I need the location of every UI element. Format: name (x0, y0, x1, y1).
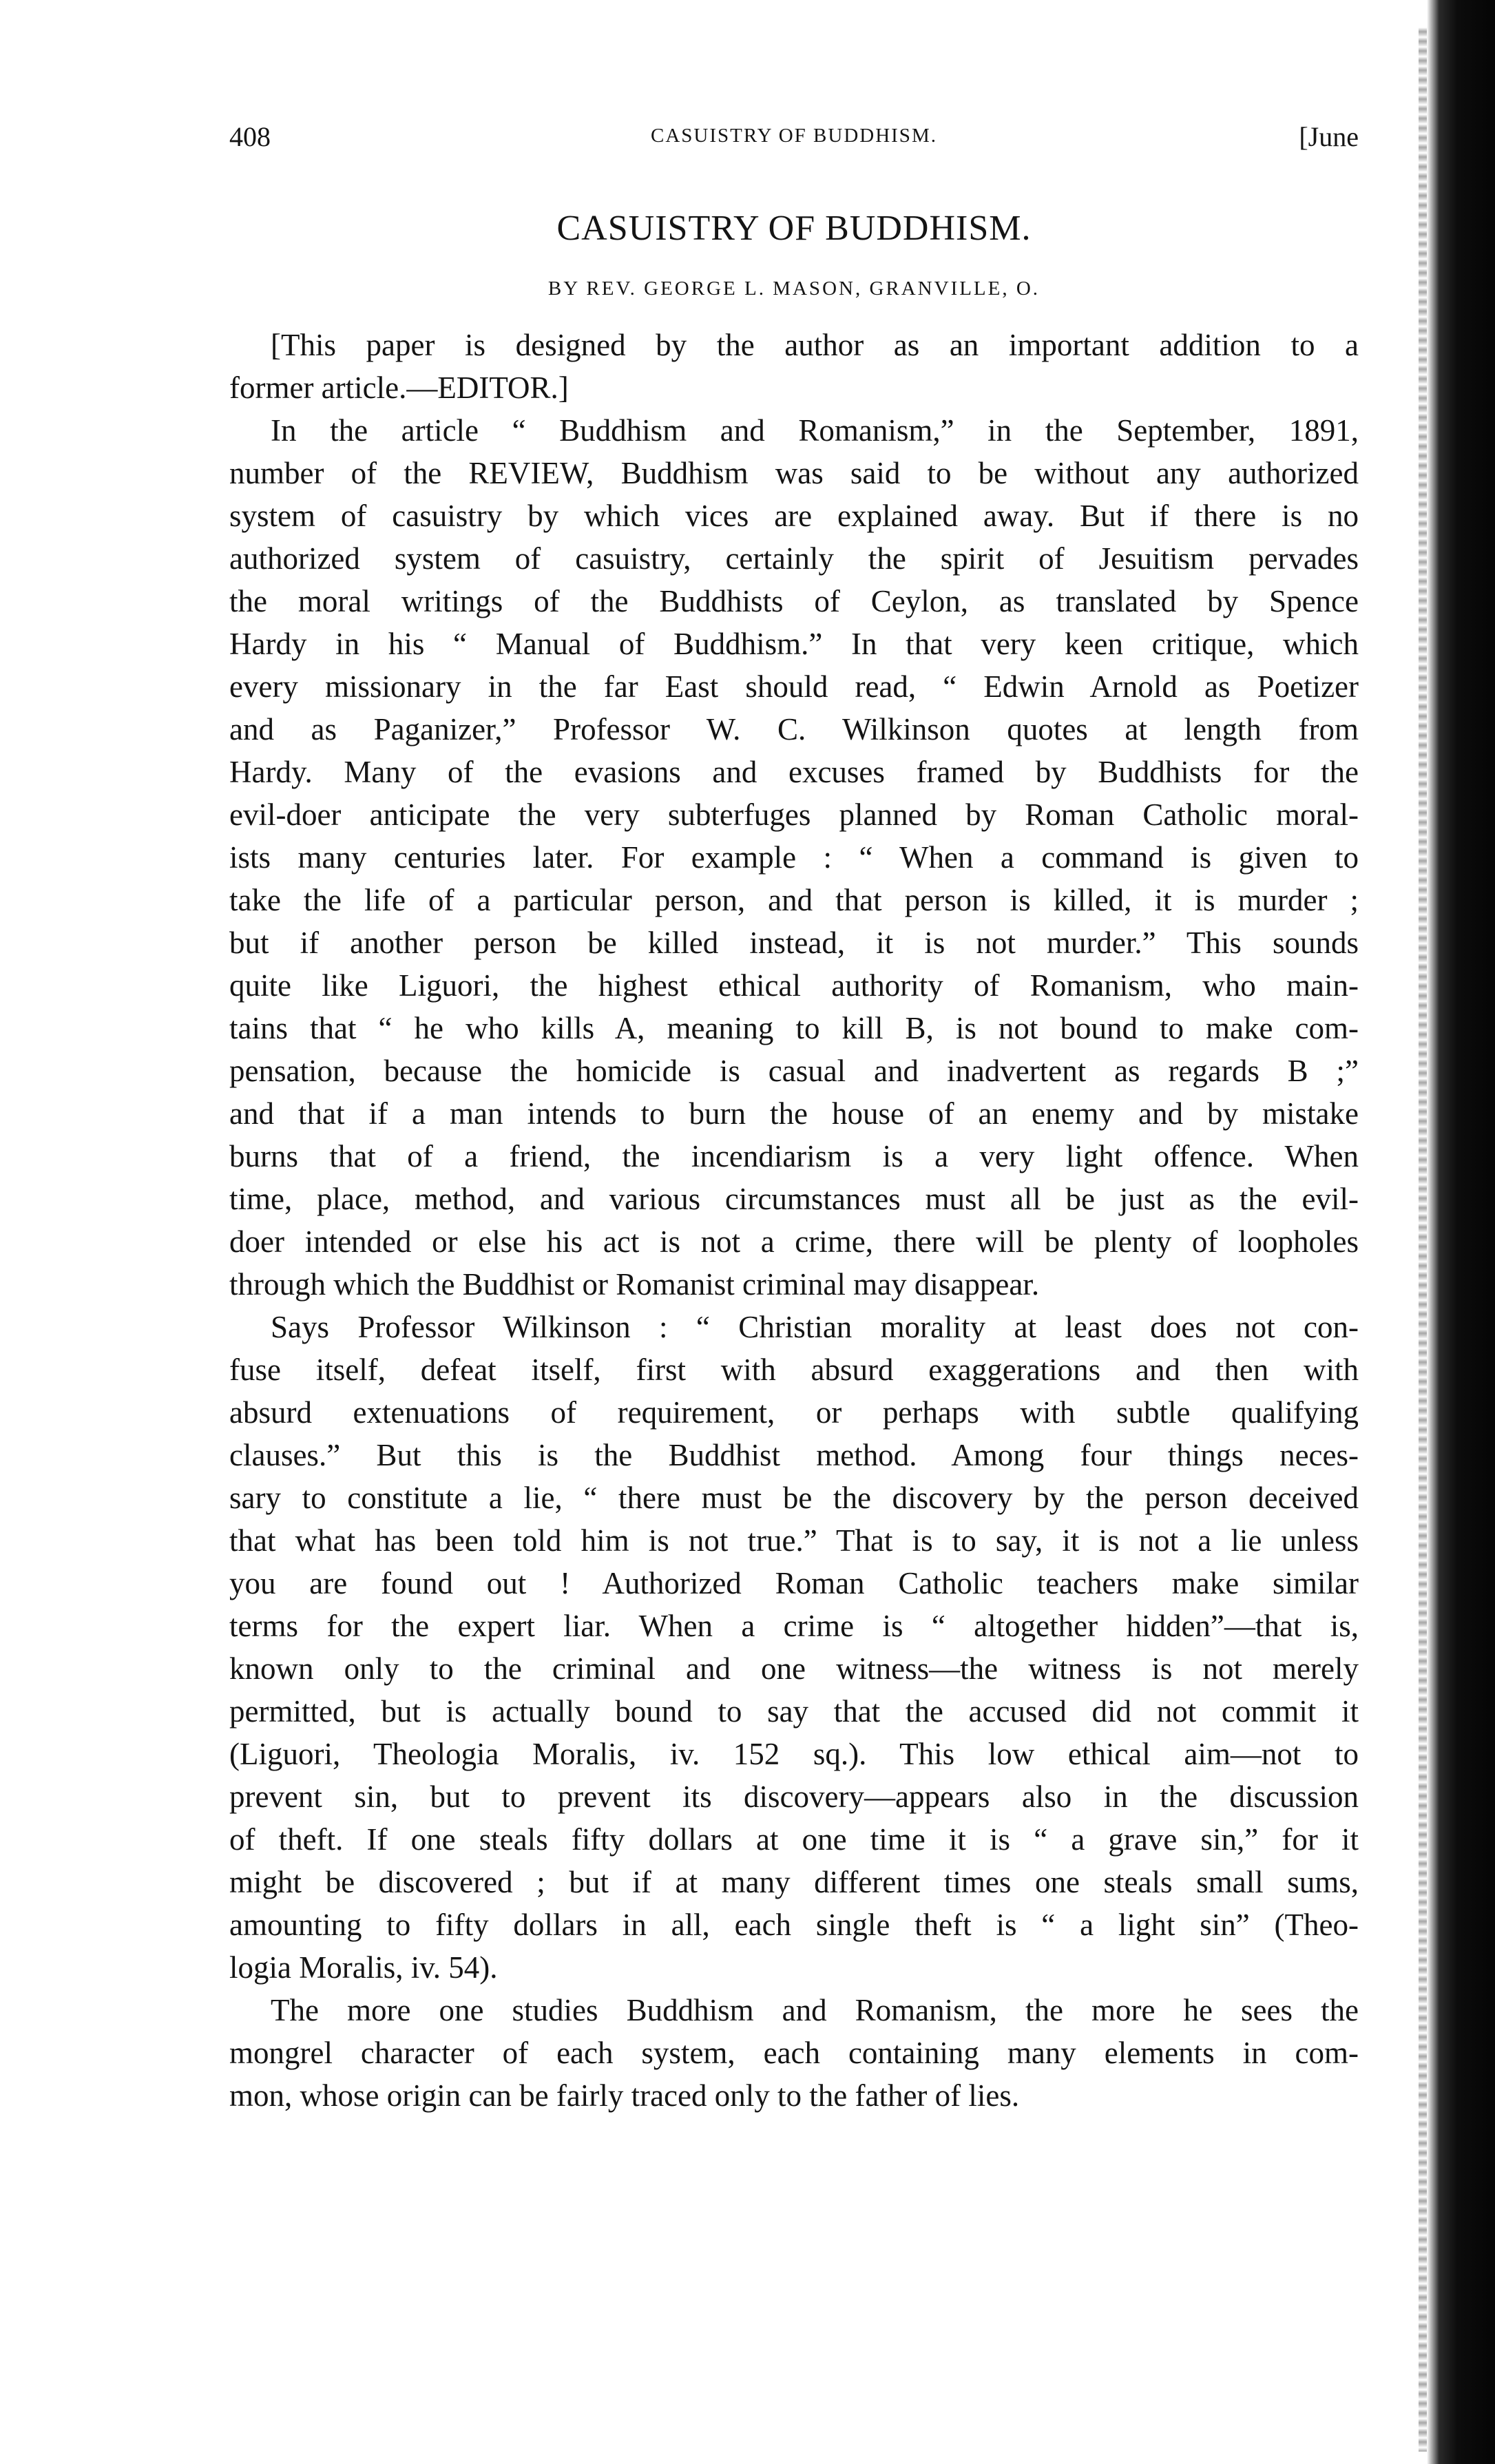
text-line: ists many centuries later. For example : “ When a command is given to (229, 840, 1359, 875)
text-line: quite like Liguori, the highest ethical authority of Romanism, who main- (229, 968, 1359, 1003)
text-line: sary to constitute a lie, “ there must be the discovery by the person deceived (229, 1481, 1359, 1515)
text-line: every missionary in the far East should read, “ Edwin Arnold as Poetizer (229, 669, 1359, 704)
text-line: time, place, method, and various circumstances must all be just as the evil- (229, 1182, 1359, 1216)
running-title: CASUISTRY OF BUDDHISM. (651, 125, 937, 147)
text-line: evil-doer anticipate the very subterfuges planned by Roman Catholic moral- (229, 797, 1359, 832)
text-line: and that if a man intends to burn the house of an enemy and by mistake (229, 1096, 1359, 1131)
text-line: take the life of a particular person, and that person is killed, it is murder ; (229, 883, 1359, 917)
text-line: [This paper is designed by the author as an important addition to a (271, 328, 1359, 362)
text-line: of theft. If one steals fifty dollars at one time it is “ a grave sin,” for it (229, 1822, 1359, 1857)
text-line: burns that of a friend, the incendiarism is a very light offence. When (229, 1139, 1359, 1173)
article-title: CASUISTRY OF BUDDHISM. (556, 209, 1032, 248)
text-line: system of casuistry by which vices are explained away. But if there is no (229, 499, 1359, 533)
text-line: authorized system of casuistry, certainly the spirit of Jesuitism pervades (229, 541, 1359, 576)
scan-dark-edge (1427, 0, 1495, 2464)
text-line: permitted, but is actually bound to say that the accused did not commit it (229, 1694, 1359, 1729)
text-line: tains that “ he who kills A, meaning to kill B, is not bound to make com- (229, 1011, 1359, 1045)
page-number: 408 (229, 121, 271, 152)
text-line: logia Moralis, iv. 54). (229, 1950, 498, 1985)
text-line: and as Paganizer,” Professor W. C. Wilkinson quotes at length from (229, 712, 1359, 746)
text-line: but if another person be killed instead, it is not murder.” This sounds (229, 926, 1359, 960)
text-line: that what has been told him is not true.” That is to say, it is not a lie unless (229, 1523, 1359, 1558)
byline: BY REV. GEORGE L. MASON, GRANVILLE, O. (547, 278, 1041, 300)
text-line: might be discovered ; but if at many different times one steals small sums, (229, 1865, 1359, 1899)
text-line: doer intended or else his act is not a crime, there will be plenty of loopholes (229, 1224, 1359, 1259)
running-head (229, 121, 1359, 162)
text-line: clauses.” But this is the Buddhist method. Among four things neces- (229, 1438, 1359, 1472)
text-line: Hardy in his “ Manual of Buddhism.” In that very keen critique, which (229, 627, 1359, 661)
text-line: the moral writings of the Buddhists of Ceylon, as translated by Spence (229, 584, 1359, 618)
text-line: number of the REVIEW, Buddhism was said to be without any authorized (229, 456, 1359, 490)
text-line: In the article “ Buddhism and Romanism,” in the September, 1891, (271, 413, 1359, 448)
text-line: Says Professor Wilkinson : “ Christian morality at least does not con- (271, 1310, 1359, 1344)
text-line: fuse itself, defeat itself, first with absurd exaggerations and then with (229, 1353, 1359, 1387)
text-line: mon, whose origin can be fairly traced only to the father of lies. (229, 2078, 1020, 2113)
text-line: terms for the expert liar. When a crime is “ altogether hidden”—that is, (229, 1609, 1359, 1643)
text-line: Hardy. Many of the evasions and excuses framed by Buddhists for the (229, 755, 1359, 789)
running-month: [June (1299, 121, 1359, 152)
text-line: pensation, because the homicide is casual and inadvertent as regards B ;” (229, 1054, 1359, 1088)
text-line: The more one studies Buddhism and Romanism, the more he sees the (271, 1993, 1359, 2027)
text-line: you are found out ! Authorized Roman Catholic teachers make similar (229, 1566, 1359, 1600)
text-line: prevent sin, but to prevent its discovery—appears also in the discussion (229, 1779, 1359, 1814)
text-line: through which the Buddhist or Romanist criminal may disappear. (229, 1267, 1040, 1302)
text-line: amounting to fifty dollars in all, each single theft is “ a light sin” (Theo- (229, 1908, 1359, 1942)
text-line: absurd extenuations of requirement, or perhaps with subtle qualifying (229, 1395, 1359, 1430)
text-line: mongrel character of each system, each containing many elements in com- (229, 2036, 1359, 2070)
text-line: (Liguori, Theologia Moralis, iv. 152 sq.). This low ethical aim—not to (229, 1737, 1359, 1771)
text-line: known only to the criminal and one witness—the witness is not merely (229, 1651, 1359, 1686)
text-line: former article.—EDITOR.] (229, 370, 569, 405)
